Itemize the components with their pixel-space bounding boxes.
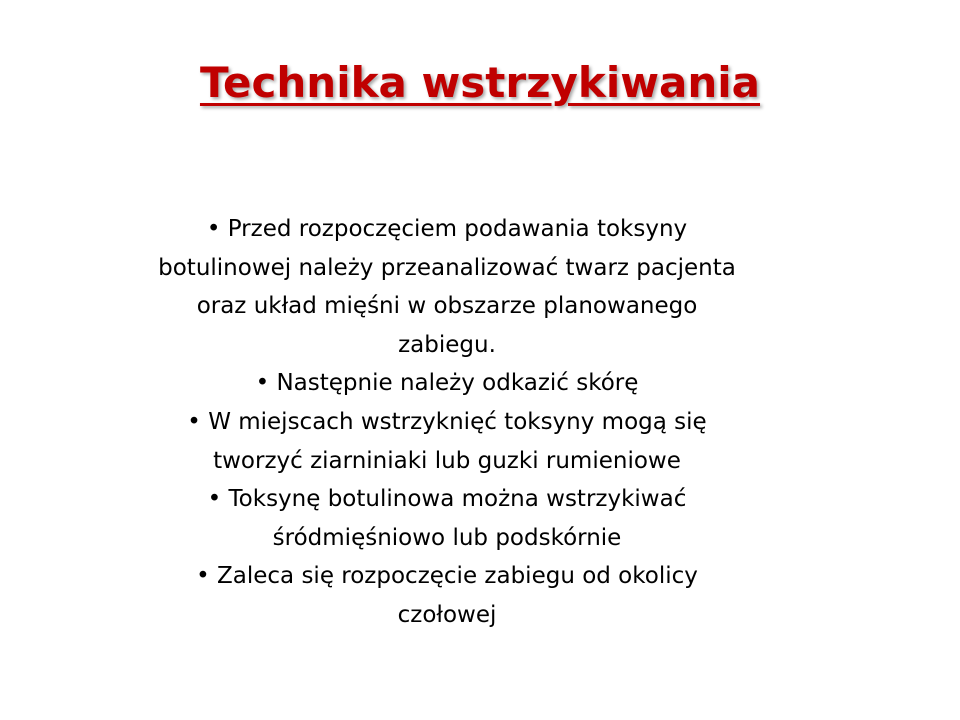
bullet-text: Przed rozpoczęciem podawania toksyny botulinowej należy przeanalizować twarz pacjenta oraz układ mięśni w obszarze planowanego zabiegu.: [158, 216, 736, 358]
bullet-text: Zaleca się rozpoczęcie zabiegu od okolicy czołowej: [217, 563, 698, 628]
bullet-text: Następnie należy odkazić skórę: [276, 370, 639, 397]
bullet-icon: •: [255, 370, 270, 397]
bullet-icon: •: [187, 408, 201, 435]
bullet-item-3: [150, 403, 744, 480]
bullet-list: [150, 210, 744, 635]
bullet-item-2: [150, 364, 744, 403]
bullet-item-5: [150, 557, 744, 634]
bullet-icon: •: [207, 486, 222, 513]
bullet-text: Toksynę botulinowa można wstrzykiwać śródmięśniowo lub podskórnie: [228, 486, 687, 551]
slide-title: Technika wstrzykiwania: [199, 58, 761, 107]
bullet-icon: •: [196, 563, 210, 590]
bullet-icon: •: [206, 216, 221, 242]
bullet-text: W miejscach wstrzyknięć toksyny mogą się tworzyć ziarniniaki lub guzki rumieniowe: [208, 408, 707, 474]
bullet-item-1: [150, 210, 744, 364]
bullet-item-4: [150, 480, 744, 557]
